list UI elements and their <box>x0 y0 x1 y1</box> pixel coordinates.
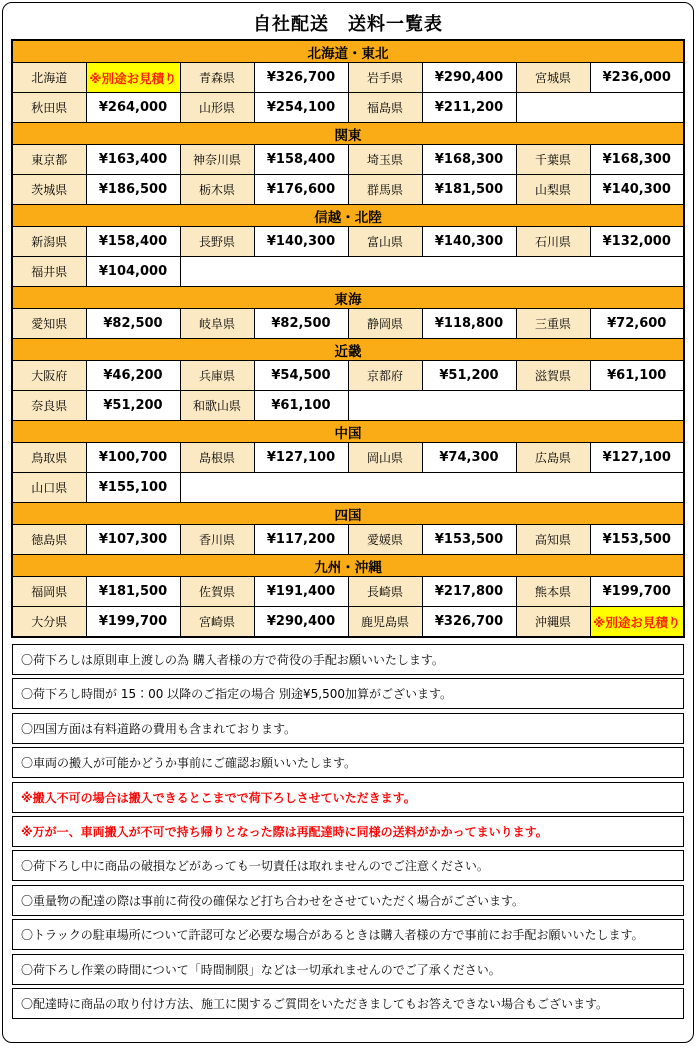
price-cell: ¥199,700 <box>590 577 684 607</box>
price-cell: ¥326,700 <box>422 607 516 638</box>
prefecture-cell: 静岡県 <box>348 309 422 339</box>
shipping-fee-table-body <box>12 40 684 637</box>
price-cell: ¥140,300 <box>254 227 348 257</box>
prefecture-cell: 石川県 <box>516 227 590 257</box>
prefecture-cell: 島根県 <box>180 443 254 473</box>
prefecture-cell: 岐阜県 <box>180 309 254 339</box>
region-header: 四国 <box>12 503 684 525</box>
notes-list <box>12 644 684 1019</box>
prefecture-cell: 宮城県 <box>516 63 590 93</box>
prefecture-cell: 山口県 <box>12 473 86 503</box>
price-cell: ¥140,300 <box>422 227 516 257</box>
prefecture-cell: 神奈川県 <box>180 145 254 175</box>
price-cell: ¥82,500 <box>254 309 348 339</box>
price-cell: ¥104,000 <box>86 257 180 287</box>
note-item: 〇荷下ろしは原則車上渡しの為 購入者様の方で荷役の手配お願いいたします。 <box>12 644 684 675</box>
note-item: 〇荷下ろし中に商品の破損などがあっても一切責任は取れませんのでご注意ください。 <box>12 850 684 881</box>
region-header: 九州・沖縄 <box>12 555 684 577</box>
estimate-cell: ※別途お見積り <box>590 607 684 638</box>
prefecture-cell: 山形県 <box>180 93 254 123</box>
price-cell: ¥168,300 <box>422 145 516 175</box>
price-cell: ¥264,000 <box>86 93 180 123</box>
empty-cell <box>180 257 684 287</box>
region-header: 中国 <box>12 421 684 443</box>
prefecture-cell: 宮崎県 <box>180 607 254 638</box>
prefecture-cell: 群馬県 <box>348 175 422 205</box>
region-header: 北海道・東北 <box>12 40 684 63</box>
price-cell: ¥107,300 <box>86 525 180 555</box>
prefecture-cell: 京都府 <box>348 361 422 391</box>
price-cell: ¥127,100 <box>254 443 348 473</box>
price-cell: ¥290,400 <box>422 63 516 93</box>
price-cell: ¥54,500 <box>254 361 348 391</box>
estimate-cell: ※別途お見積り <box>86 63 180 93</box>
prefecture-cell: 岡山県 <box>348 443 422 473</box>
price-cell: ¥51,200 <box>422 361 516 391</box>
page-title: 自社配送 送料一覧表 <box>253 14 443 35</box>
prefecture-cell: 秋田県 <box>12 93 86 123</box>
price-cell: ¥127,100 <box>590 443 684 473</box>
price-cell: ¥199,700 <box>86 607 180 638</box>
prefecture-cell: 富山県 <box>348 227 422 257</box>
empty-cell <box>348 391 684 421</box>
prefecture-cell: 福井県 <box>12 257 86 287</box>
note-warning: ※万が一、車両搬入が不可で持ち帰りとなった際は再配達時に同様の送料がかかってまいります。 <box>12 816 684 847</box>
prefecture-cell: 奈良県 <box>12 391 86 421</box>
prefecture-cell: 大阪府 <box>12 361 86 391</box>
shipping-fee-table <box>11 39 685 638</box>
price-cell: ¥217,800 <box>422 577 516 607</box>
prefecture-cell: 茨城県 <box>12 175 86 205</box>
price-cell: ¥132,000 <box>590 227 684 257</box>
empty-cell <box>516 93 684 123</box>
price-cell: ¥290,400 <box>254 607 348 638</box>
price-cell: ¥158,400 <box>254 145 348 175</box>
price-cell: ¥168,300 <box>590 145 684 175</box>
prefecture-cell: 熊本県 <box>516 577 590 607</box>
prefecture-cell: 香川県 <box>180 525 254 555</box>
prefecture-cell: 広島県 <box>516 443 590 473</box>
price-cell: ¥186,500 <box>86 175 180 205</box>
prefecture-cell: 千葉県 <box>516 145 590 175</box>
note-item: 〇配達時に商品の取り付け方法、施工に関するご質問をいただきましてもお答えできない場合もございます。 <box>12 988 684 1019</box>
price-cell: ¥181,500 <box>86 577 180 607</box>
prefecture-cell: 大分県 <box>12 607 86 638</box>
prefecture-cell: 福島県 <box>348 93 422 123</box>
note-warning: ※搬入不可の場合は搬入できるとこまでで荷下ろしさせていただきます。 <box>12 782 684 813</box>
price-cell: ¥74,300 <box>422 443 516 473</box>
note-item: 〇トラックの駐車場所について許認可など必要な場合があるときは購入者様の方で事前にお手配お願いいたします。 <box>12 919 684 950</box>
note-item: 〇荷下ろし時間が 15：00 以降のご指定の場合 別途¥5,500加算がございます。 <box>12 678 684 709</box>
prefecture-cell: 長崎県 <box>348 577 422 607</box>
price-cell: ¥51,200 <box>86 391 180 421</box>
note-item: 〇重量物の配達の際は事前に荷役の確保など打ち合わせをさせていただく場合がございます。 <box>12 885 684 916</box>
price-cell: ¥176,600 <box>254 175 348 205</box>
price-cell: ¥82,500 <box>86 309 180 339</box>
region-header: 関東 <box>12 123 684 145</box>
price-cell: ¥181,500 <box>422 175 516 205</box>
price-cell: ¥163,400 <box>86 145 180 175</box>
note-item: 〇荷下ろし作業の時間について「時間制限」などは一切承れませんのでご了承ください。 <box>12 954 684 985</box>
prefecture-cell: 東京都 <box>12 145 86 175</box>
page-frame <box>2 2 694 1043</box>
price-cell: ¥61,100 <box>254 391 348 421</box>
price-cell: ¥72,600 <box>590 309 684 339</box>
prefecture-cell: 鳥取県 <box>12 443 86 473</box>
region-header: 近畿 <box>12 339 684 361</box>
prefecture-cell: 三重県 <box>516 309 590 339</box>
price-cell: ¥100,700 <box>86 443 180 473</box>
prefecture-cell: 青森県 <box>180 63 254 93</box>
prefecture-cell: 山梨県 <box>516 175 590 205</box>
prefecture-cell: 和歌山県 <box>180 391 254 421</box>
region-header: 信越・北陸 <box>12 205 684 227</box>
prefecture-cell: 岩手県 <box>348 63 422 93</box>
price-cell: ¥153,500 <box>590 525 684 555</box>
prefecture-cell: 鹿児島県 <box>348 607 422 638</box>
prefecture-cell: 福岡県 <box>12 577 86 607</box>
prefecture-cell: 沖縄県 <box>516 607 590 638</box>
price-cell: ¥155,100 <box>86 473 180 503</box>
prefecture-cell: 新潟県 <box>12 227 86 257</box>
prefecture-cell: 徳島県 <box>12 525 86 555</box>
empty-cell <box>180 473 684 503</box>
prefecture-cell: 北海道 <box>12 63 86 93</box>
price-cell: ¥236,000 <box>590 63 684 93</box>
price-cell: ¥140,300 <box>590 175 684 205</box>
price-cell: ¥153,500 <box>422 525 516 555</box>
note-item: 〇車両の搬入が可能かどうか事前にご確認お願いいたします。 <box>12 747 684 778</box>
prefecture-cell: 滋賀県 <box>516 361 590 391</box>
prefecture-cell: 長野県 <box>180 227 254 257</box>
price-cell: ¥61,100 <box>590 361 684 391</box>
prefecture-cell: 栃木県 <box>180 175 254 205</box>
prefecture-cell: 愛媛県 <box>348 525 422 555</box>
note-item: 〇四国方面は有料道路の費用も含まれております。 <box>12 713 684 744</box>
price-cell: ¥211,200 <box>422 93 516 123</box>
price-cell: ¥191,400 <box>254 577 348 607</box>
prefecture-cell: 埼玉県 <box>348 145 422 175</box>
price-cell: ¥158,400 <box>86 227 180 257</box>
price-cell: ¥118,800 <box>422 309 516 339</box>
region-header: 東海 <box>12 287 684 309</box>
prefecture-cell: 愛知県 <box>12 309 86 339</box>
price-cell: ¥117,200 <box>254 525 348 555</box>
prefecture-cell: 佐賀県 <box>180 577 254 607</box>
price-cell: ¥326,700 <box>254 63 348 93</box>
prefecture-cell: 高知県 <box>516 525 590 555</box>
price-cell: ¥46,200 <box>86 361 180 391</box>
price-cell: ¥254,100 <box>254 93 348 123</box>
prefecture-cell: 兵庫県 <box>180 361 254 391</box>
